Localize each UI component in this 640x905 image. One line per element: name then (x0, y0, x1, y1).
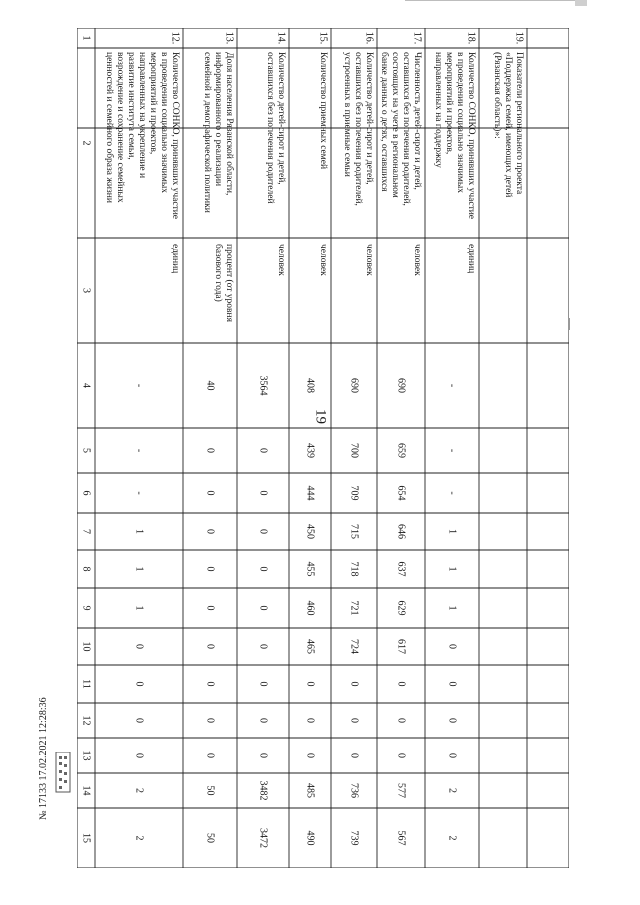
row-value: 450 (304, 524, 316, 539)
row-value: 715 (348, 524, 360, 539)
row-value: 2 (446, 835, 458, 841)
row-value: 567 (395, 830, 407, 846)
row-value: 0 (133, 681, 145, 687)
row-value: 1 (133, 605, 145, 611)
row-value: 0 (304, 718, 316, 723)
row-value: 485 (304, 783, 316, 798)
row-number: 12. (169, 31, 181, 45)
row-unit: человек (275, 244, 286, 276)
row-value: 3482 (257, 780, 269, 801)
row-name: Количество СОНКО, принявших участие (465, 52, 476, 220)
row-value: 718 (348, 561, 360, 577)
row-value: 0 (257, 490, 269, 496)
row-value: 629 (395, 600, 407, 616)
row-name: устроенных в приемные семьи (341, 52, 352, 177)
row-value: 0 (446, 681, 458, 687)
row-name: направленных на укрепление и (136, 52, 147, 179)
row-value: 646 (395, 524, 407, 539)
row-name: «Поддержка семей, имеющих детей (502, 52, 513, 198)
row-value: 690 (348, 378, 360, 393)
row-value: 724 (348, 639, 360, 654)
row-value: 0 (133, 753, 145, 758)
row-value: 1 (446, 605, 458, 611)
row-name: развитие института семьи, (125, 52, 136, 160)
row-name: (Рязанская область)»: (491, 52, 502, 139)
header-cell: 6 (80, 490, 92, 496)
row-unit: базового года) (212, 244, 223, 302)
row-value: 0 (204, 753, 216, 758)
row-number: 17. (411, 31, 423, 45)
row-value: - (446, 383, 458, 388)
header-cell: 5 (80, 448, 92, 453)
row-value: 700 (348, 443, 360, 458)
row-value: 0 (257, 753, 269, 758)
header-cell: 8 (80, 566, 92, 572)
row-unit: единиц (169, 244, 180, 274)
row-name: оставшихся без попечения родителей, (352, 52, 363, 206)
page-number: 19 (312, 409, 329, 424)
header-cell: 12 (80, 715, 92, 726)
row-value: 0 (257, 681, 269, 687)
scan-mark (568, 318, 570, 330)
row-name: Доля населения Рязанской области, (223, 52, 234, 196)
row-value: 408 (304, 378, 316, 393)
row-value: 0 (257, 448, 269, 453)
row-value: 709 (348, 485, 360, 501)
row-value: 0 (204, 605, 216, 611)
row-value: 0 (204, 644, 216, 649)
row-value: - (446, 448, 458, 453)
row-value: 0 (304, 681, 316, 687)
footer-stamp-icon (55, 752, 71, 882)
row-value: 490 (304, 830, 316, 846)
row-value: - (133, 383, 145, 388)
header-cell: 4 (80, 383, 92, 388)
row-value: 460 (304, 600, 316, 616)
row-value: 1 (133, 566, 145, 572)
row-number: 19. (513, 31, 525, 45)
header-cell: 7 (80, 529, 92, 534)
row-value: 0 (204, 566, 216, 572)
header-cell: 14 (80, 785, 92, 796)
row-name: направленных на поддержку (432, 52, 443, 168)
row-name: возрождение и сохранение семейных (114, 52, 125, 203)
row-value: 0 (257, 529, 269, 534)
row-value: 0 (204, 490, 216, 496)
row-value: 3472 (257, 828, 269, 848)
row-value: 0 (395, 718, 407, 723)
row-value: 0 (257, 566, 269, 572)
row-name: Количество детей-сирот и детей, (275, 52, 286, 185)
row-number: 16. (363, 31, 375, 45)
row-number: 15. (317, 31, 329, 45)
row-unit: человек (317, 244, 328, 276)
row-name: оставшихся без попечения родителей, (400, 52, 411, 206)
row-name: мероприятий и проектов, (443, 52, 454, 155)
row-value: 654 (395, 485, 407, 501)
header-cell: 10 (80, 641, 92, 652)
header-cell: 3 (80, 288, 92, 293)
row-value: 2 (133, 788, 145, 793)
row-unit: процент (от уровня (223, 244, 234, 322)
row-value: 690 (395, 378, 407, 393)
row-value: 40 (204, 380, 216, 391)
row-value: 465 (304, 639, 316, 654)
row-value: 617 (395, 639, 407, 654)
row-value: 1 (446, 529, 458, 534)
row-value: 0 (446, 644, 458, 649)
row-value: 2 (133, 835, 145, 841)
row-name: в проведении социально значимых (454, 52, 465, 194)
row-value: 0 (204, 718, 216, 723)
row-value: - (133, 448, 145, 453)
header-cell: 9 (80, 605, 92, 611)
row-name: Количество СОНКО, принявших участие (169, 52, 180, 220)
row-value: 637 (395, 561, 407, 577)
row-value: 659 (395, 443, 407, 458)
row-number: 14. (275, 31, 287, 45)
row-value: 1 (133, 529, 145, 534)
row-name: информированного о реализации (212, 52, 223, 187)
row-name: Количество приемных семей (317, 52, 328, 170)
row-value: - (133, 491, 145, 495)
row-value: 736 (348, 783, 360, 798)
row-value: 0 (133, 718, 145, 723)
row-name: семейной и демографической политики (201, 52, 212, 213)
row-value: - (446, 491, 458, 495)
row-name: мероприятий и проектов, (147, 52, 158, 155)
row-value: 439 (304, 443, 316, 458)
row-unit: человек (411, 244, 422, 276)
scan-mark (405, 0, 585, 1)
row-value: 2 (446, 788, 458, 793)
row-name: состоящих на учете в региональном (389, 52, 400, 198)
row-value: 0 (395, 753, 407, 758)
row-value: 0 (204, 448, 216, 453)
row-value: 1 (446, 566, 458, 572)
row-value: 0 (348, 718, 360, 723)
row-value: 0 (348, 753, 360, 758)
row-value: 0 (304, 753, 316, 758)
row-number: 18. (465, 31, 477, 45)
row-value: 0 (257, 644, 269, 649)
row-value: 0 (395, 681, 407, 687)
row-value: 0 (133, 644, 145, 649)
row-value: 0 (348, 681, 360, 687)
row-name: банке данных о детях, оставшихся (378, 52, 389, 192)
row-value: 50 (204, 785, 216, 796)
row-value: 0 (257, 605, 269, 611)
row-value: 0 (446, 753, 458, 758)
row-name: Количество детей-сирот и детей, (363, 52, 374, 185)
row-value: 3564 (257, 375, 269, 396)
header-cell: 11 (80, 679, 92, 689)
row-name: ценностей и семейного образа жизни (103, 52, 114, 203)
row-value: 455 (304, 561, 316, 577)
header-cell: 1 (80, 35, 92, 41)
row-value: 739 (348, 830, 360, 846)
row-value: 444 (304, 485, 316, 501)
document-table (77, 28, 569, 868)
row-value: 577 (395, 783, 407, 798)
scan-mark (575, 0, 587, 6)
row-value: 0 (204, 681, 216, 687)
row-value: 721 (348, 600, 360, 616)
footer-doc-mark: № 17133 17.02.2021 12:28:36 (38, 697, 49, 820)
row-value: 50 (204, 833, 216, 843)
row-value: 0 (257, 718, 269, 723)
row-value: 0 (204, 529, 216, 534)
row-unit: единиц (465, 244, 476, 274)
row-number: 13. (223, 31, 235, 45)
row-name: Численность детей-сирот и детей, (411, 52, 422, 190)
row-name: Показатели регионального проекта (513, 52, 524, 195)
row-name: оставшихся без попечения родителей (264, 52, 275, 204)
row-unit: человек (363, 244, 374, 276)
row-name: в проведении социально значимых (158, 52, 169, 194)
row-value: 0 (446, 718, 458, 723)
header-cell: 2 (80, 140, 92, 146)
header-cell: 15 (80, 833, 92, 843)
header-cell: 13 (80, 750, 92, 761)
